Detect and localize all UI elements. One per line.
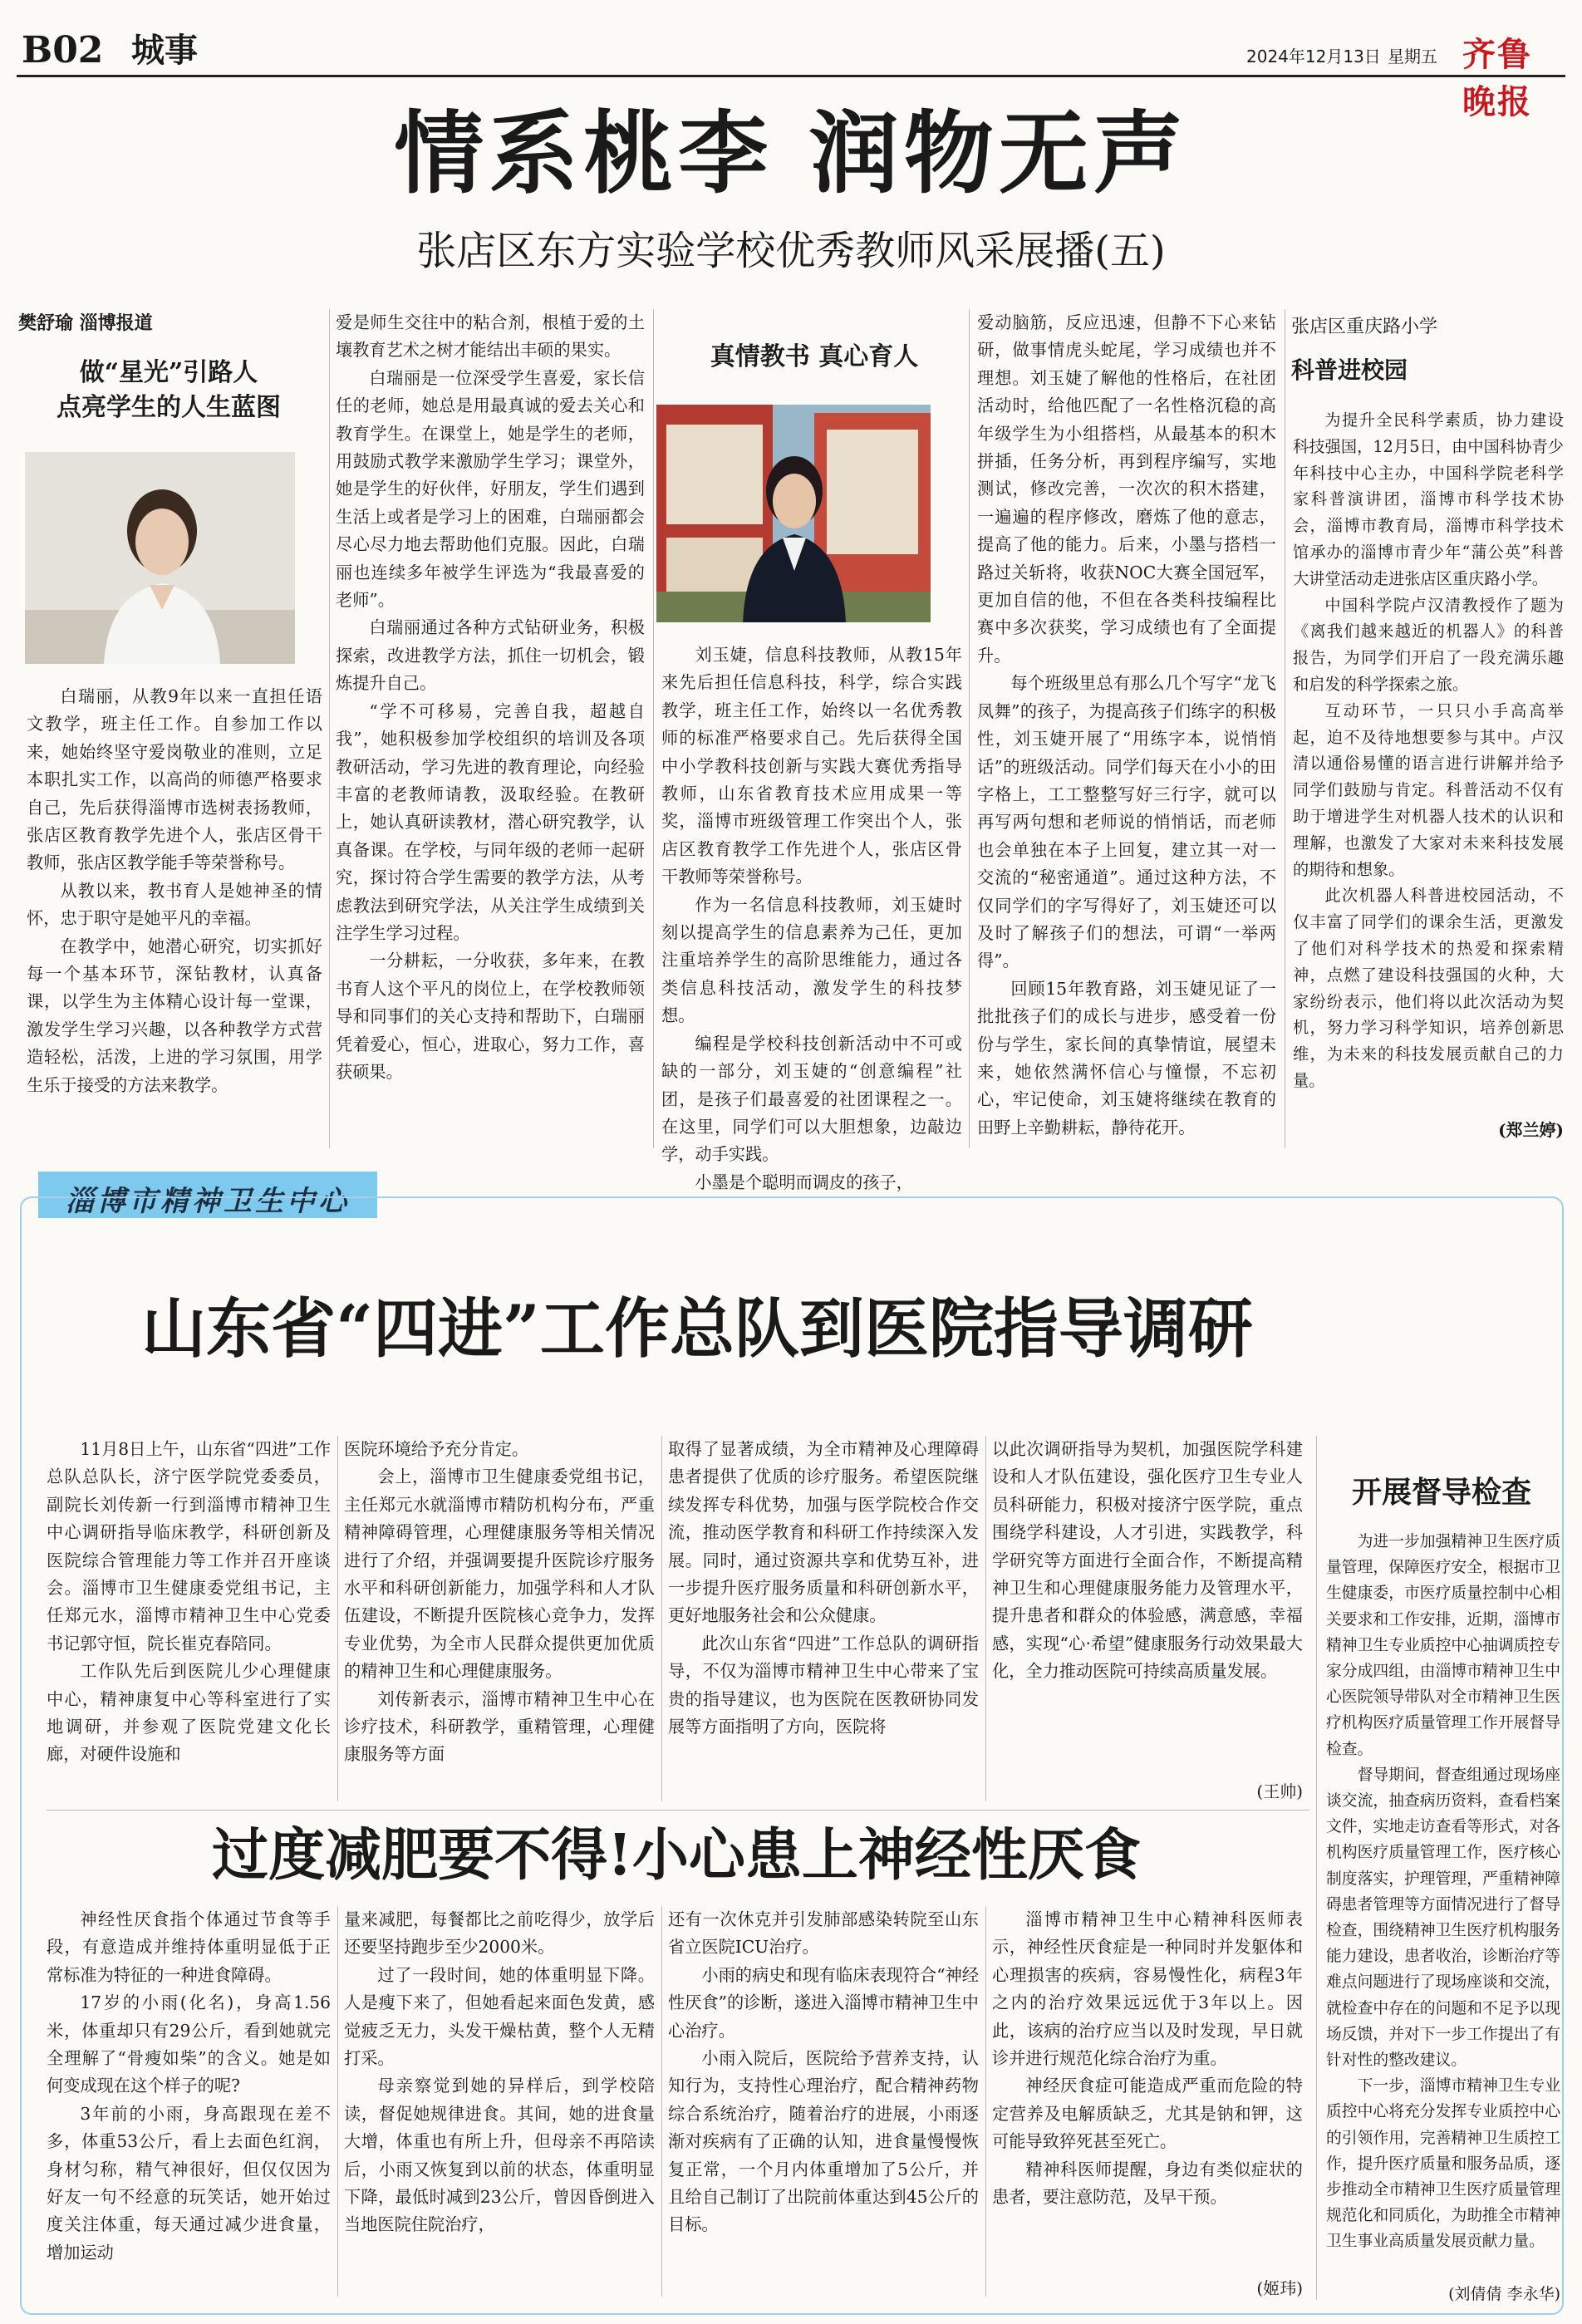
- column-divider: [985, 1906, 986, 2297]
- paragraph: 一分耕耘，一分收获，多年来，在教书育人这个平凡的岗位上，在学校教师领导和同事们的关心支持和帮助下，白瑞丽凭着爱心，恒心，进取心，努力工作，喜获硕果。: [336, 951, 645, 1082]
- side-story-heading: 科普进校园: [1291, 356, 1408, 384]
- paragraph: 下一步，淄博市精神卫生专业质控中心将充分发挥专业质控中心的引领作用，完善精神卫生质控工作，提升医疗质量和服务品质，逐步推动全市精神卫生医疗质量管理规范化和同质化，为助推全市精神卫生事业高质量发展贡献力量。: [1326, 2077, 1560, 2251]
- article-separator: [47, 1810, 1309, 1811]
- column-divider: [337, 1436, 338, 1801]
- column-divider: [985, 1436, 986, 1801]
- paragraph: 为提升全民科学素质，协力建设科技强国，12月5日，由中国科协青少年科技中心主办，中国科学院老科学家科普演讲团，淄博市科学技术协会，淄博市教育局，淄博市科学技术馆承办的淄博市青少年“蒲公英”科普大讲堂活动走进张店区重庆路小学。: [1293, 410, 1564, 588]
- paragraph: 还有一次休克并引发肺部感染转院至山东省立医院ICU治疗。: [668, 1909, 979, 1958]
- paragraph: 以此次调研指导为契机，加强医院学科建设和人才队伍建设，强化医疗卫生专业人员科研能力，积极对接济宁医学院，重点围绕学科建设，人才引进，实践教学，科学研究等方面进行全面合作，不断提高精神卫生和心理健康服务能力及管理水平，提升患者和群众的体验感，满意感，幸福感，实现“心·希望”健康服务行动效果最大化，全力推动医院可持续高质量发展。: [992, 1439, 1303, 1682]
- paragraph: 爱是师生交往中的粘合剂，根植于爱的土壤教育艺术之树才能结出丰硕的果实。: [336, 312, 645, 361]
- paragraph: 白瑞丽，从教9年以来一直担任语文教学，班主任工作。自参加工作以来，她始终坚守爱岗敬业的准则，立足本职扎实工作，以高尚的师德严格要求自己，先后获得淄博市选树表扬教师，张店区教育教学先进个人，张店区骨干教师，张店区教学能手等荣誉称号。: [27, 686, 322, 873]
- supervision-signature: (刘倩倩 李永华): [1448, 2285, 1560, 2303]
- paragraph: 小墨是个聪明而调皮的孩子，: [695, 1172, 913, 1192]
- article1-title: 山东省“四进”工作总队到医院指导调研: [141, 1291, 1253, 1367]
- column-divider: [969, 309, 970, 1148]
- article1-signature: (王帅): [1256, 1781, 1303, 1801]
- paragraph: 作为一名信息科技教师，刘玉婕时刻以提高学生的信息素养为己任，更加注重培养学生的高阶思维能力，通过各类信息科技活动，激发学生的科技梦想。: [661, 894, 962, 1026]
- story1-heading-line2: 点亮学生的人生蓝图: [56, 393, 281, 422]
- paragraph: 17岁的小雨(化名)，身高1.56米，体重却只有29公斤，看到她就完全理解了“骨瘦如柴”的含义。她是如何变成现在这个样子的呢?: [47, 1992, 331, 2096]
- paragraph: 量来减肥，每餐都比之前吃得少，放学后还要坚持跑步至少2000米。: [344, 1909, 655, 1958]
- paragraph: 取得了显著成绩，为全市精神及心理障碍患者提供了优质的诊疗服务。希望医院继续发挥专科优势，加强与医学院校合作交流，推动医学教育和科研工作持续深入发展。同时，通过资源共享和优势互补，进一步提升医疗服务质量和科研创新水平，更好地服务社会和公众健康。: [668, 1439, 979, 1626]
- article2-col4: [992, 1906, 1303, 2211]
- paragraph: 小雨入院后，医院给予营养支持，认知行为，支持性心理治疗，配合精神药物综合系统治疗，随着治疗的进展，小雨逐渐对疾病有了正确的认知，进食量慢慢恢复正常，一个月内体重增加了5公斤，并且给自己制订了出院前体重达到45公斤的目标。: [668, 2048, 979, 2235]
- column-divider: [661, 1906, 662, 2297]
- paragraph: 从教以来，教书育人是她神圣的情怀，忠于职守是她平凡的幸福。: [27, 880, 322, 929]
- paragraph: 过了一段时间，她的体重明显下降。人是瘦下来了，但她看起来面色发黄，感觉疲乏无力，头发干燥枯黄，整个人无精打采。: [344, 1964, 655, 2069]
- paragraph: 3年前的小雨，身高跟现在差不多，体重53公斤，看上去面色红润，身材匀称，精气神很好，但仅仅因为好友一句不经意的玩笑话，她开始过度关注体重，每天通过减少进食量，增加运动: [47, 2103, 331, 2263]
- story2-heading: 真情教书 真心育人: [710, 342, 919, 371]
- hospital-banner-text: 淄博市精神卫生中心: [66, 1185, 350, 1218]
- column-divider: [1316, 1436, 1317, 2300]
- article1-col4: [992, 1436, 1303, 1686]
- paragraph: 会上，淄博市卫生健康委党组书记，主任郑元水就淄博市精防机构分布，严重精神障碍管理，心理健康服务等相关情况进行了介绍，并强调要提升医院诊疗服务水平和科研创新能力，加强学科和人才队伍建设，不断提升医院核心竞争力，发挥专业优势，为全市人民群众提供更加优质的精神卫生和心理健康服务。: [344, 1467, 655, 1682]
- paragraph: 为进一步加强精神卫生医疗质量管理，保障医疗安全，根据市卫生健康委，市医疗质量控制中心相关要求和工作安排，近期，淄博市精神卫生专业质控中心抽调质控专家分成四组，由淄博市精神卫生中心医院领导带队对全市精神卫生医疗机构医疗质量管理工作开展督导检查。: [1326, 1533, 1560, 1758]
- paragraph: 白瑞丽是一位深受学生喜爱，家长信任的老师，她总是用最真诚的爱去关心和教育学生。在课堂上，她是学生的老师，用鼓励式教学来激励学生学习；课堂外，她是学生的好伙伴，好朋友，学生们遇到生活上或者是学习上的困难，白瑞丽都会尽心尽力地去帮助他们克服。因此，白瑞丽也连续多年被学生评选为“我最喜爱的老师”。: [336, 367, 645, 611]
- paragraph: 神经性厌食指个体通过节食等手段，有意造成并维持体重明显低于正常标准为特征的一种进食障碍。: [47, 1909, 331, 1985]
- paragraph: 母亲察觉到她的异样后，到学校陪读，督促她规律进食。其间，她的进食量大增，体重也有所上升，但母亲不再陪读后，小雨又恢复到以前的状态，体重明显下降，最低时减到23公斤，曾因昏倒进入当地医院住院治疗，: [344, 2076, 655, 2235]
- story1-col2: [336, 309, 645, 1086]
- article1-col1: [47, 1436, 331, 1769]
- paragraph: 中国科学院卢汉清教授作了题为《离我们越来越近的机器人》的科普报告，为同学们开启了一段充满乐趣和启发的科学探索之旅。: [1293, 595, 1564, 694]
- teacher-bai-photo: [25, 452, 295, 664]
- article2-title: 过度减肥要不得!小心患上神经性厌食: [212, 1822, 1141, 1889]
- paragraph: 白瑞丽通过各种方式钻研业务，积极探索，改进教学方法，抓住一切机会，锻炼提升自己。: [336, 617, 645, 694]
- side-story-body: [1293, 407, 1564, 1094]
- paragraph: 编程是学校科技创新活动中不可或缺的一部分，刘玉婕的“创意编程”社团，是孩子们最喜爱的社团课程之一。在这里，同学们可以大胆想象，边敲边学，动手实践。: [661, 1033, 962, 1165]
- paragraph: 小雨的病史和现有临床表现符合“神经性厌食”的诊断，遂进入淄博市精神卫生中心治疗。: [668, 1964, 979, 2041]
- side-story-org: 张店区重庆路小学: [1291, 317, 1438, 337]
- feature-byline: 樊舒瑜 淄博报道: [18, 313, 153, 334]
- issue-date: 2024年12月13日: [1246, 47, 1381, 66]
- article2-col1: [47, 1906, 331, 2267]
- paragraph: 督导期间，督查组通过现场座谈交流，抽查病历资料，查看档案文件，实地走访查看等形式，对各机构医疗质量管理工作，医疗核心制度落实，护理管理，严重精神障碍患者管理等方面情况进行了督导检查，围绕精神卫生医疗机构服务能力建设，患者收治，诊断治疗等难点问题进行了现场座谈和交流，就检查中存在的问题和不足予以现场反馈，并对下一步工作提出了有针对性的整改建议。: [1326, 1766, 1560, 2070]
- header-rule: [17, 75, 1565, 77]
- paragraph: 刘玉婕，信息科技教师，从教15年来先后担任信息科技，科学，综合实践教学，班主任工作，始终以一名优秀教师的标准严格要求自己。先后获得全国中小学教科技创新与实践大赛优秀指导教师，山东省教育技术应用成果一等奖，淄博市班级管理工作突出个人，张店区教育教学工作先进个人，张店区骨干教师等荣誉称号。: [661, 645, 962, 887]
- story1-col1: [27, 683, 322, 1099]
- story1-heading: [18, 356, 319, 425]
- article2-col2: [344, 1906, 655, 2239]
- section-name: 城事: [131, 31, 198, 70]
- story2-col4: [977, 309, 1276, 1142]
- paragraph: 工作队先后到医院儿少心理健康中心，精神康复中心等科室进行了实地调研，并参观了医院党建文化长廊，对硬件设施和: [47, 1661, 331, 1765]
- issue-weekday: 星期五: [1388, 47, 1437, 66]
- column-divider: [661, 1436, 662, 1801]
- paragraph: 爱动脑筋，反应迅速，但静不下心来钻研，做事情虎头蛇尾，学习成绩也并不理想。刘玉婕了解他的性格后，在社团活动时，给他匹配了一名性格沉稳的高年级学生为小组搭档，从最基本的积木拼插，任务分析，再到程序编写，实地测试，修改完善，一次次的积木搭建，一遍遍的程序修改，磨炼了他的意志，提高了他的能力。后来，小墨与搭档一路过关斩将，收获NOC大赛全国冠军，更加自信的他，不但在各类科技编程比赛中多次获奖，学习成绩也有了全面提升。: [977, 312, 1276, 666]
- paragraph: 医院环境给予充分肯定。: [344, 1439, 529, 1459]
- paragraph: 此次机器人科普进校园活动，不仅丰富了同学们的课余生活，更激发了他们对科学技术的热爱和探索精神，点燃了建设科技强国的火种，大家纷纷表示，他们将以此次活动为契机，努力学习科学知识，培养创新思维，为未来的科技发展贡献自己的力量。: [1293, 886, 1564, 1090]
- feature-subtitle: 张店区东方实验学校优秀教师风采展播(五): [416, 228, 1166, 274]
- paragraph: 回顾15年教育路，刘玉婕见证了一批批孩子们的成长与进步，感受着一份份与学生，家长间的真挚情谊，展望未来，她依然满怀信心与憧憬，不忘初心，牢记使命，刘玉婕将继续在教育的田野上辛勤耕耘，静待花开。: [977, 978, 1276, 1137]
- article2-signature: (姬玮): [1256, 2278, 1303, 2298]
- paragraph: 刘传新表示，淄博市精神卫生中心在诊疗技术，科研教学，重精管理，心理健康服务等方面: [344, 1688, 655, 1765]
- column-divider: [337, 1906, 338, 2297]
- paper-logo: 齐鲁晚报: [1462, 35, 1532, 121]
- side-story-signature: (郑兰婷): [1498, 1120, 1564, 1140]
- article1-col3: [668, 1436, 979, 1741]
- paragraph: 互动环节，一只只小手高高举起，迫不及待地想要参与其中。卢汉清以通俗易懂的语言进行讲解并给予同学们鼓励与肯定。科普活动不仅有助于增进学生对机器人技术的认识和理解，也激发了大家对未来科技发展的期待和想象。: [1293, 700, 1564, 879]
- teacher-liu-photo: [656, 405, 931, 622]
- paragraph: 精神科医师提醒，身边有类似症状的患者，要注意防范，及早干预。: [992, 2159, 1303, 2208]
- story1-heading-line1: 做“星光”引路人: [79, 358, 258, 387]
- paragraph: 11月8日上午，山东省“四进”工作总队总队长，济宁医学院党委委员，副院长刘传新一行到淄博市精神卫生中心调研指导临床教学，科研创新及医院综合管理能力等工作并召开座谈会。淄博市卫生健康委党组书记，主任郑元水，淄博市精神卫生中心党委书记郭守恒，院长崔克春陪同。: [47, 1439, 331, 1653]
- paragraph: 每个班级里总有那么几个写字“龙飞凤舞”的孩子，为提高孩子们练字的积极性，刘玉婕开展了“用练字本，说悄悄话”的班级活动。同学们每天在小小的田字格上，工工整整写好三行字，就可以再写两句想和老师说的悄悄话，而老师也会单独在本子上回复，建立其一对一交流的“秘密通道”。通过这种方法，不仅同学们的字写得好了，刘玉婕还可以及时了解孩子们的想法，可谓“一举两得”。: [977, 673, 1276, 971]
- paragraph: 此次山东省“四进”工作总队的调研指导，不仅为淄博市精神卫生中心带来了宝贵的指导建议，也为医院在医教研协同发展等方面指明了方向，医院将: [668, 1633, 979, 1737]
- article2-col3: [668, 1906, 979, 2239]
- supervision-body: [1326, 1529, 1560, 2255]
- article1-col2: [344, 1436, 655, 1769]
- column-divider: [329, 309, 330, 1148]
- feature-title: 情系桃李 润物无声: [394, 101, 1188, 206]
- supervision-heading: 开展督导检查: [1351, 1475, 1531, 1510]
- paragraph: 神经厌食症可能造成严重而危险的特定营养及电解质缺乏，尤其是钠和钾，这可能导致猝死甚至死亡。: [992, 2076, 1303, 2152]
- paragraph: “学不可移易，完善自我，超越自我”，她积极参加学校组织的培训及各项教研活动，学习先进的教育理论，向经验丰富的老教师请教，汲取经验。在教研上，她认真研读教材，潜心研究教学，认真备课。在学校，与同年级的老师一起研究，探讨符合学生需要的教学方法，从考虑教法到研究学法，从关注学生成绩到关注学生学习过程。: [336, 700, 645, 943]
- paragraph: 淄博市精神卫生中心精神科医师表示，神经性厌食症是一种同时并发躯体和心理损害的疾病，容易慢性化，病程3年之内的治疗效果远远优于3年以上。因此，该病的治疗应当以及时发现，早日就诊并进行规范化综合治疗为重。: [992, 1909, 1303, 2069]
- story2-col3: [661, 641, 962, 1196]
- column-divider: [653, 309, 654, 1148]
- paragraph: 在教学中，她潜心研究，切实抓好每一个基本环节，深钻教材，认真备课，以学生为主体精心设计每一堂课，激发学生学习兴趣，以各种教学方式营造轻松，活泼，上进的学习氛围，用学生乐于接受的方法来教学。: [27, 936, 322, 1095]
- page-code: B02: [22, 29, 104, 71]
- page-header: [17, 25, 1565, 121]
